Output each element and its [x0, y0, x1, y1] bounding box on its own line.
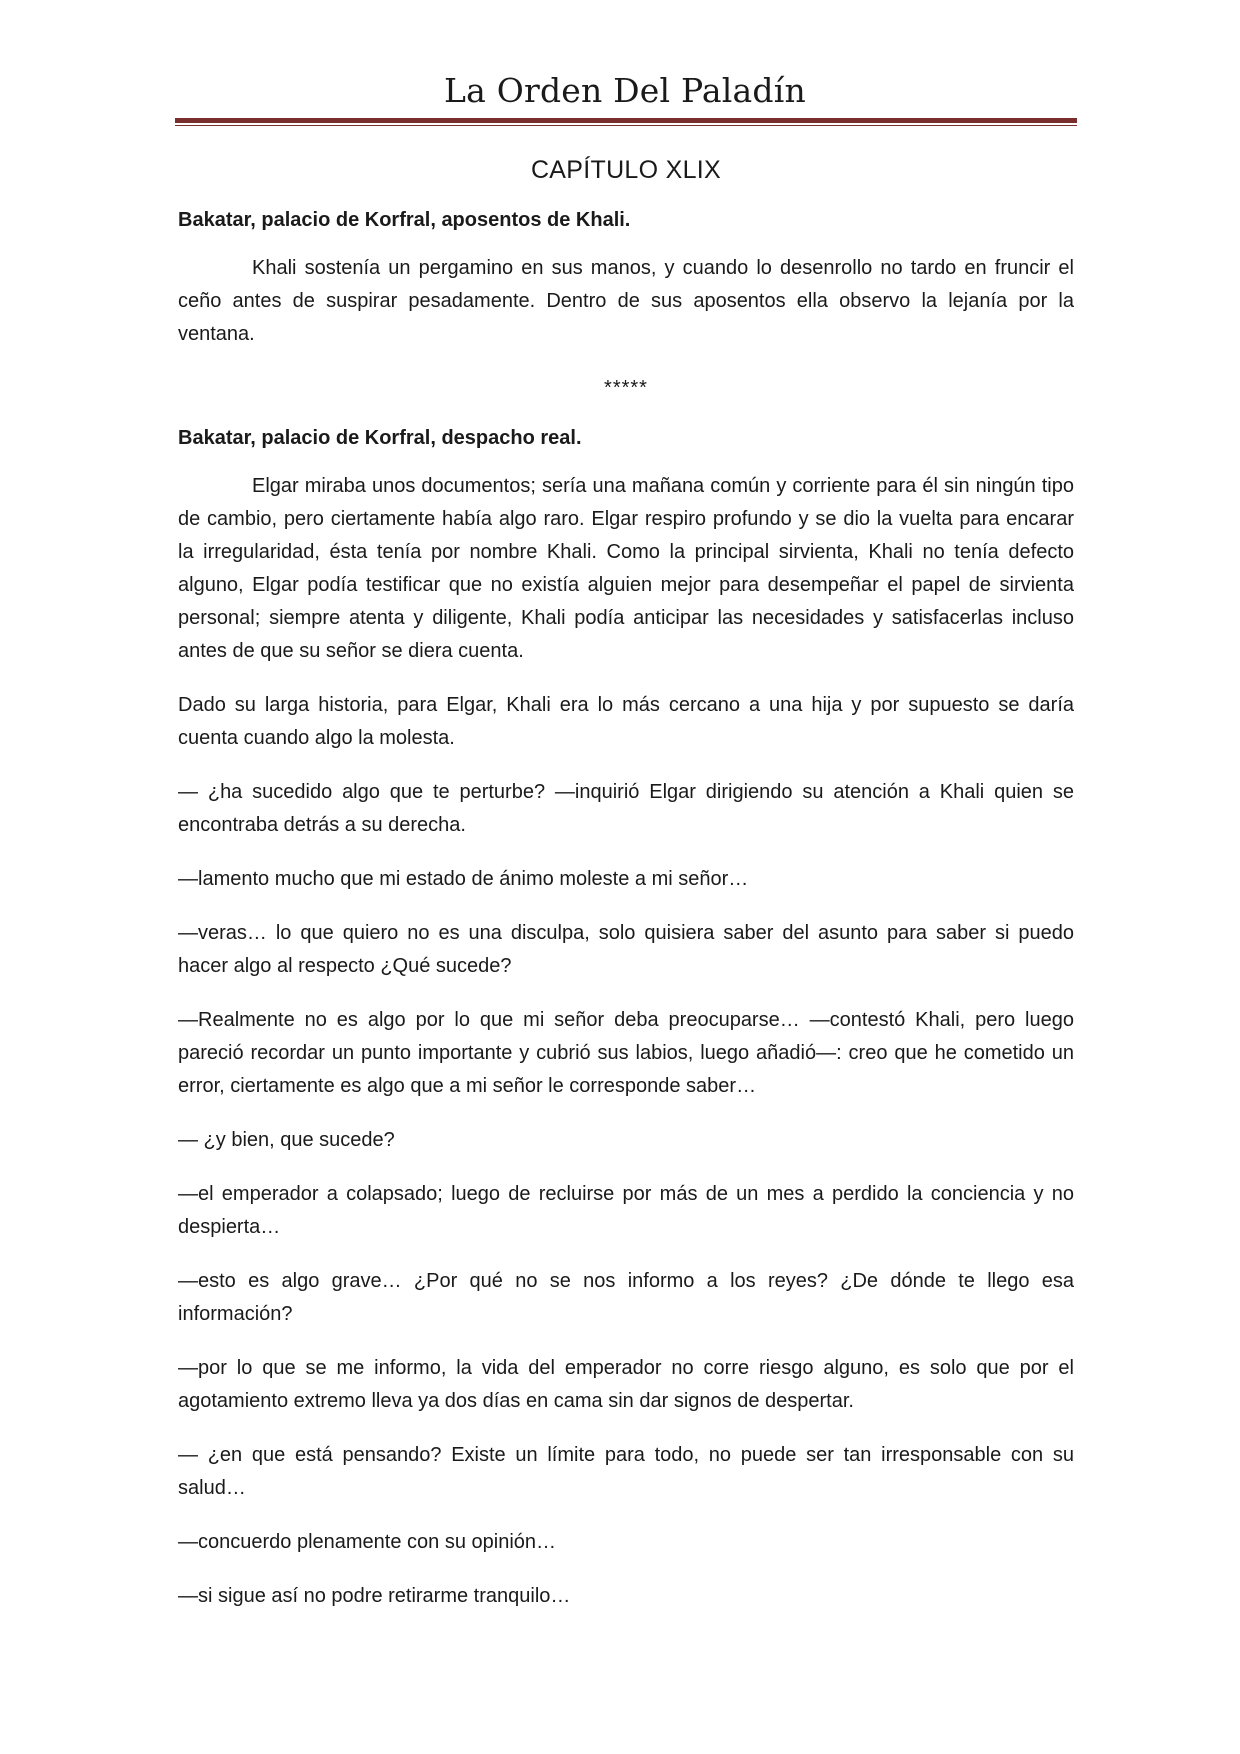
dialogue-line: —si sigue así no podre retirarme tranquilo…	[178, 1585, 571, 1607]
paragraph: Khali sostenía un pergamino en sus manos, y cuando lo desenrollo no tardo en fruncir el ceño antes de suspirar pesadamente. Dentro de sus aposentos ella observo la lejanía por la ventana.	[178, 257, 1074, 345]
paragraph: Dado su larga historia, para Elgar, Khali era lo más cercano a una hija y por supuesto se daría cuenta cuando algo la molesta.	[178, 694, 1074, 749]
header-rule-thin	[175, 125, 1077, 126]
scene-location-heading: Bakatar, palacio de Korfral, aposentos de Khali.	[178, 209, 631, 231]
page-body	[178, 150, 1074, 1634]
dialogue-line: —por lo que se me informo, la vida del emperador no corre riesgo alguno, es solo que por el agotamiento extremo lleva ya dos días en cama sin dar signos de despertar.	[178, 1357, 1074, 1412]
running-header-title: La Orden Del Paladín	[444, 71, 806, 110]
dialogue-line: —el emperador a colapsado; luego de recluirse por más de un mes a perdido la conciencia y no despierta…	[178, 1183, 1074, 1238]
dialogue-line: —concuerdo plenamente con su opinión…	[178, 1531, 557, 1553]
chapter-title: CAPÍTULO XLIX	[530, 156, 722, 184]
dialogue-line: —Realmente no es algo por lo que mi señor deba preocuparse… —contestó Khali, pero luego pareció recordar un punto importante y cubrió sus labios, luego añadió—: creo que he cometido un error, ciertamente es algo que a mi señor le corresponde saber…	[178, 1009, 1074, 1097]
dialogue-line: —lamento mucho que mi estado de ánimo moleste a mi señor…	[178, 868, 749, 890]
dialogue-line: —veras… lo que quiero no es una disculpa, solo quisiera saber del asunto para saber si puedo hacer algo al respecto ¿Qué sucede?	[178, 922, 1074, 977]
scene-location-heading: Bakatar, palacio de Korfral, despacho real.	[178, 427, 582, 449]
dialogue-line: —esto es algo grave… ¿Por qué no se nos informo a los reyes? ¿De dónde te llego esa información?	[178, 1270, 1074, 1325]
header-rule-thick	[175, 118, 1077, 123]
dialogue-line: — ¿ha sucedido algo que te perturbe? —inquirió Elgar dirigiendo su atención a Khali quien se encontraba detrás a su derecha.	[178, 781, 1074, 836]
paragraph: Elgar miraba unos documentos; sería una mañana común y corriente para él sin ningún tipo de cambio, pero ciertamente había algo raro. Elgar respiro profundo y se dio la vuelta para encarar la irregularidad, ésta tenía por nombre Khali. Como la principal sirvienta, Khali no tenía defecto alguno, Elgar podía testificar que no existía alguien mejor para desempeñar el papel de sirvienta personal; siempre atenta y diligente, Khali podía anticipar las necesidades y satisfacerlas incluso antes de que su señor se diera cuenta.	[178, 475, 1074, 662]
dialogue-line: — ¿en que está pensando? Existe un límite para todo, no puede ser tan irresponsable con su salud…	[178, 1444, 1074, 1499]
scene-separator: *****	[604, 377, 648, 399]
dialogue-line: — ¿y bien, que sucede?	[178, 1129, 395, 1151]
